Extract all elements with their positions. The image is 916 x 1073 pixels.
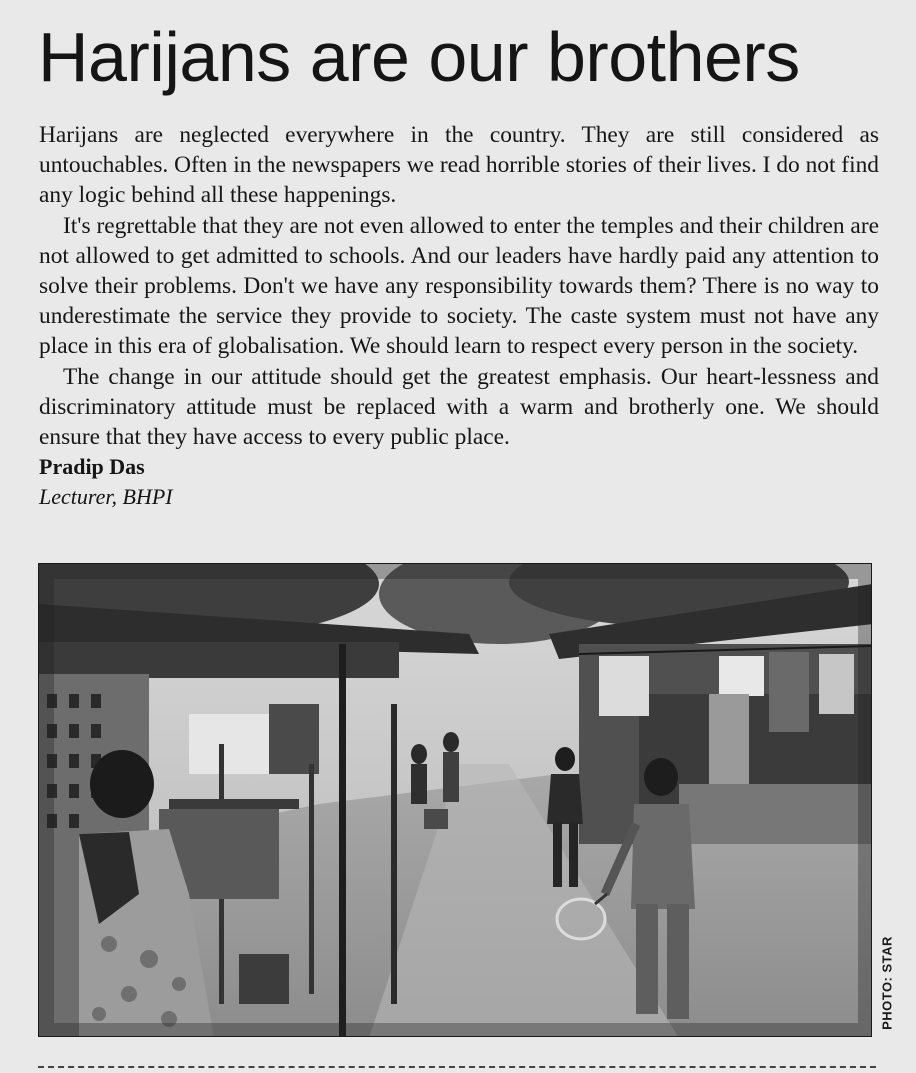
paragraph-2: It's regrettable that they are not even allowed to enter the temples and their children are not allowed to get admitted to schools. And our leaders have hardly paid any attention to solve their problems. Don't we have any responsibility towards them? There is no way to underestimate the service they provide to society. The caste system must not have any place in this era of globalisation. We should learn to respect every person in the society. xyxy=(39,212,879,360)
author-name: Pradip Das xyxy=(39,454,145,480)
dashed-divider xyxy=(38,1066,876,1068)
paragraph-1: Harijans are neglected everywhere in the country. They are still considered as untouchables. Often in the newspapers we read horrible stories of their lives. I do not find any logic behind all these happenings. xyxy=(39,122,879,209)
author-title: Lecturer, BHPI xyxy=(39,484,173,510)
article-headline: Harijans are our brothers xyxy=(38,18,800,96)
article-body xyxy=(39,120,879,512)
paragraph-3: The change in our attitude should get the greatest emphasis. Our heart-lessness and discriminatory attitude must be replaced with a warm and brotherly one. We should ensure that they have access to every public place. xyxy=(39,363,879,451)
photo-credit xyxy=(872,925,902,1040)
slum-scene-illustration xyxy=(39,564,872,1037)
article-photo xyxy=(38,563,872,1037)
photo-credit-text: PHOTO: STAR xyxy=(879,935,895,1030)
